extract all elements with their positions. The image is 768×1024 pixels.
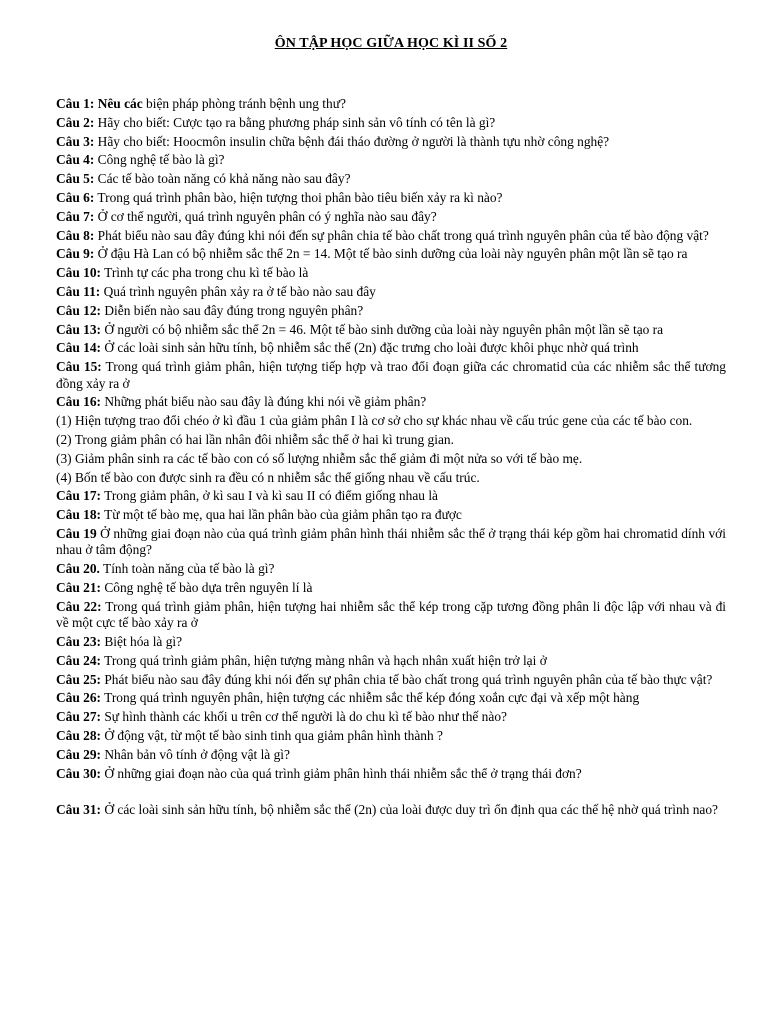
question-text: Ở những giai đoạn nào của quá trình giảm phân hình thái nhiễm sắc thể ở trạng thái kép gồm hai chromatid dính với nhau ở tâm động? xyxy=(56,525,726,558)
question-number: Câu 24: xyxy=(56,652,102,668)
question-item xyxy=(56,265,726,281)
question-text: Từ một tế bào mẹ, qua hai lần phân bào của giảm phân tạo ra được xyxy=(101,507,462,523)
question-item xyxy=(56,190,726,206)
question-text: Công nghệ tế bào dựa trên nguyên lí là xyxy=(101,579,313,595)
question-text: Công nghệ tế bào là gì? xyxy=(94,152,225,168)
question-number: Câu 2: xyxy=(56,114,95,130)
question-item xyxy=(56,284,726,300)
question-number: Câu 19 xyxy=(56,525,97,541)
question-text: Ở cơ thể người, quá trình nguyên phân có ý nghĩa nào sau đây? xyxy=(94,208,437,224)
statement-list xyxy=(56,413,726,486)
question-text: Ở đậu Hà Lan có bộ nhiễm sắc thể 2n = 14. Một tế bào sinh dưỡng của loài này nguyên phân một lần sẽ tạo ra xyxy=(94,246,688,262)
question-text: Sự hình thành các khối u trên cơ thể người là do chu kì tế bào như thế nào? xyxy=(101,709,507,725)
question-number: Câu 14: xyxy=(56,340,102,356)
question-item xyxy=(56,209,726,225)
statement-item: (4) Bốn tế bào con được sinh ra đều có n nhiễm sắc thể giống nhau về cấu trúc. xyxy=(56,469,480,485)
question-item xyxy=(56,340,726,356)
question-item xyxy=(56,507,726,523)
question-number: Câu 5: xyxy=(56,171,95,187)
question-item xyxy=(56,152,726,168)
question-text: Biệt hóa là gì? xyxy=(101,633,183,649)
question-item xyxy=(56,303,726,319)
question-text: biện pháp phòng tránh bệnh ung thư? xyxy=(142,96,346,111)
question-text: Ở các loài sinh sản hữu tính, bộ nhiễm sắc thể (2n) của loài được duy trì ổn định qua các thế hệ nhờ quá trình nao? xyxy=(101,801,718,817)
question-text: Phát biểu nào sau đây đúng khi nói đến sự phân chia tế bào chất trong quá trình nguyên phân của tế bào thực vật? xyxy=(101,671,713,687)
question-number: Câu 6: xyxy=(56,189,95,205)
question-item xyxy=(56,322,726,338)
question-text: Phát biểu nào sau đây đúng khi nói đến sự phân chia tế bào chất trong quá trình nguyên phân của tế bào động vật? xyxy=(94,227,709,243)
question-text: Trong quá trình giảm phân, hiện tượng tiếp hợp và trao đổi đoạn giữa các chromatid của các nhiễm sắc thể tương đồng xảy ra ở xyxy=(56,359,726,391)
question-number: Câu 23: xyxy=(56,633,102,649)
question-text: Các tế bào toàn năng có khả năng nào sau đây? xyxy=(94,171,351,187)
question-number: Câu 13: xyxy=(56,321,102,337)
question-number: Câu 4: xyxy=(56,152,95,168)
question-number: Câu 3: xyxy=(56,133,95,149)
question-item xyxy=(56,728,726,744)
question-item xyxy=(56,488,726,504)
question-number: Câu 12: xyxy=(56,302,102,318)
question-item xyxy=(56,672,726,688)
question-text: Nhân bản vô tính ở động vật là gì? xyxy=(101,746,290,762)
question-item xyxy=(56,134,726,150)
question-text: Trong quá trình giảm phân, hiện tượng hai nhiễm sắc thể kép trong cặp tương đồng phân li độc lập với nhau và đi về một cực tế bào xảy ra ở xyxy=(56,598,727,631)
question-number: Câu 8: xyxy=(56,227,95,243)
question-list xyxy=(56,96,726,411)
question-number: Câu 7: xyxy=(56,208,95,224)
question-number: Câu 21: xyxy=(56,579,102,595)
question-text: Trong quá trình nguyên phân, hiện tượng các nhiễm sắc thể kép đóng xoắn cực đại và xếp một hàng xyxy=(101,690,640,706)
section-gap xyxy=(56,782,726,802)
document-title: ÔN TẬP HỌC GIỮA HỌC KÌ II SỐ 2 xyxy=(274,36,508,51)
question-number: Câu 15: xyxy=(56,359,102,375)
question-item xyxy=(56,228,726,244)
question-text: Trình tự các pha trong chu kì tế bào là xyxy=(101,265,309,281)
question-item xyxy=(56,96,726,112)
question-text: Trong quá trình giảm phân, hiện tượng màng nhân và hạch nhân xuất hiện trở lại ở xyxy=(101,652,547,668)
question-item xyxy=(56,561,726,577)
question-item xyxy=(56,580,726,596)
question-item xyxy=(56,599,726,632)
question-item xyxy=(56,115,726,131)
question-number: Câu 22: xyxy=(56,598,102,614)
question-number: Câu 20. xyxy=(56,561,100,577)
question-list-2 xyxy=(56,488,726,782)
question-item xyxy=(56,802,726,818)
question-number: Câu 11: xyxy=(56,283,101,299)
question-text: Ở các loài sinh sản hữu tính, bộ nhiễm sắc thể (2n) đặc trưng cho loài được khôi phục nhờ quá trình xyxy=(101,340,639,356)
question-number: Câu 31: xyxy=(56,801,102,817)
question-text: Hãy cho biết: Hoocmôn insulin chữa bệnh đái tháo đường ở người là thành tựu nhờ công nghệ? xyxy=(94,133,610,149)
question-text: Những phát biểu nào sau đây là đúng khi nói về giảm phân? xyxy=(101,394,427,410)
question-number: Câu 26: xyxy=(56,690,102,706)
statement-item: (3) Giảm phân sinh ra các tế bào con có số lượng nhiễm sắc thể giảm đi một nửa so với tế bào mẹ. xyxy=(56,450,583,466)
question-number: Câu 27: xyxy=(56,709,102,725)
question-item xyxy=(56,709,726,725)
question-text: Diễn biến nào sau đây đúng trong nguyên phân? xyxy=(101,302,364,318)
question-number: Câu 25: xyxy=(56,671,102,687)
question-text: Tính toàn năng của tế bào là gì? xyxy=(99,561,275,577)
question-lead: Nêu các xyxy=(97,96,143,111)
question-item xyxy=(56,171,726,187)
question-item xyxy=(56,690,726,706)
question-number: Câu 18: xyxy=(56,507,102,523)
question-text: Ở những giai đoạn nào của quá trình giảm phân hình thái nhiễm sắc thể ở trạng thái đơn? xyxy=(101,765,582,781)
question-number: Câu 9: xyxy=(56,246,95,262)
question-item xyxy=(56,747,726,763)
question-item xyxy=(56,526,726,559)
question-number: Câu 28: xyxy=(56,727,102,743)
question-text: Hãy cho biết: Cược tạo ra bằng phương pháp sinh sản vô tính có tên là gì? xyxy=(94,114,496,130)
question-text: Quá trình nguyên phân xảy ra ở tế bào nào sau đây xyxy=(100,283,376,299)
statement-item: (1) Hiện tượng trao đổi chéo ở kì đầu 1 của giảm phân I là cơ sở cho sự khác nhau về cấu trúc gene của các tế bào con. xyxy=(56,413,693,429)
question-item xyxy=(56,246,726,262)
question-number: Câu 16: xyxy=(56,394,102,410)
question-number: Câu 30: xyxy=(56,765,102,781)
question-number: Câu 10: xyxy=(56,265,102,281)
question-item xyxy=(56,359,726,392)
question-item xyxy=(56,394,726,410)
question-text: Ở động vật, từ một tế bào sinh tinh qua giảm phân hình thành ? xyxy=(101,727,443,743)
question-item xyxy=(56,653,726,669)
question-number: Câu 29: xyxy=(56,746,102,762)
question-number: Câu 1: xyxy=(56,96,95,111)
question-item xyxy=(56,634,726,650)
question-text: Trong quá trình phân bào, hiện tượng thoi phân bào tiêu biến xảy ra kì nào? xyxy=(94,189,503,205)
question-item xyxy=(56,766,726,782)
question-text: Ở người có bộ nhiễm sắc thể 2n = 46. Một tế bào sinh dưỡng của loài này nguyên phân một lần sẽ tạo ra xyxy=(101,321,664,337)
statement-item: (2) Trong giảm phân có hai lần nhân đôi nhiễm sắc thể ở hai kì trung gian. xyxy=(56,431,454,447)
question-number: Câu 17: xyxy=(56,488,102,504)
question-text: Trong giảm phân, ở kì sau I và kì sau II có điểm giống nhau là xyxy=(101,488,438,504)
